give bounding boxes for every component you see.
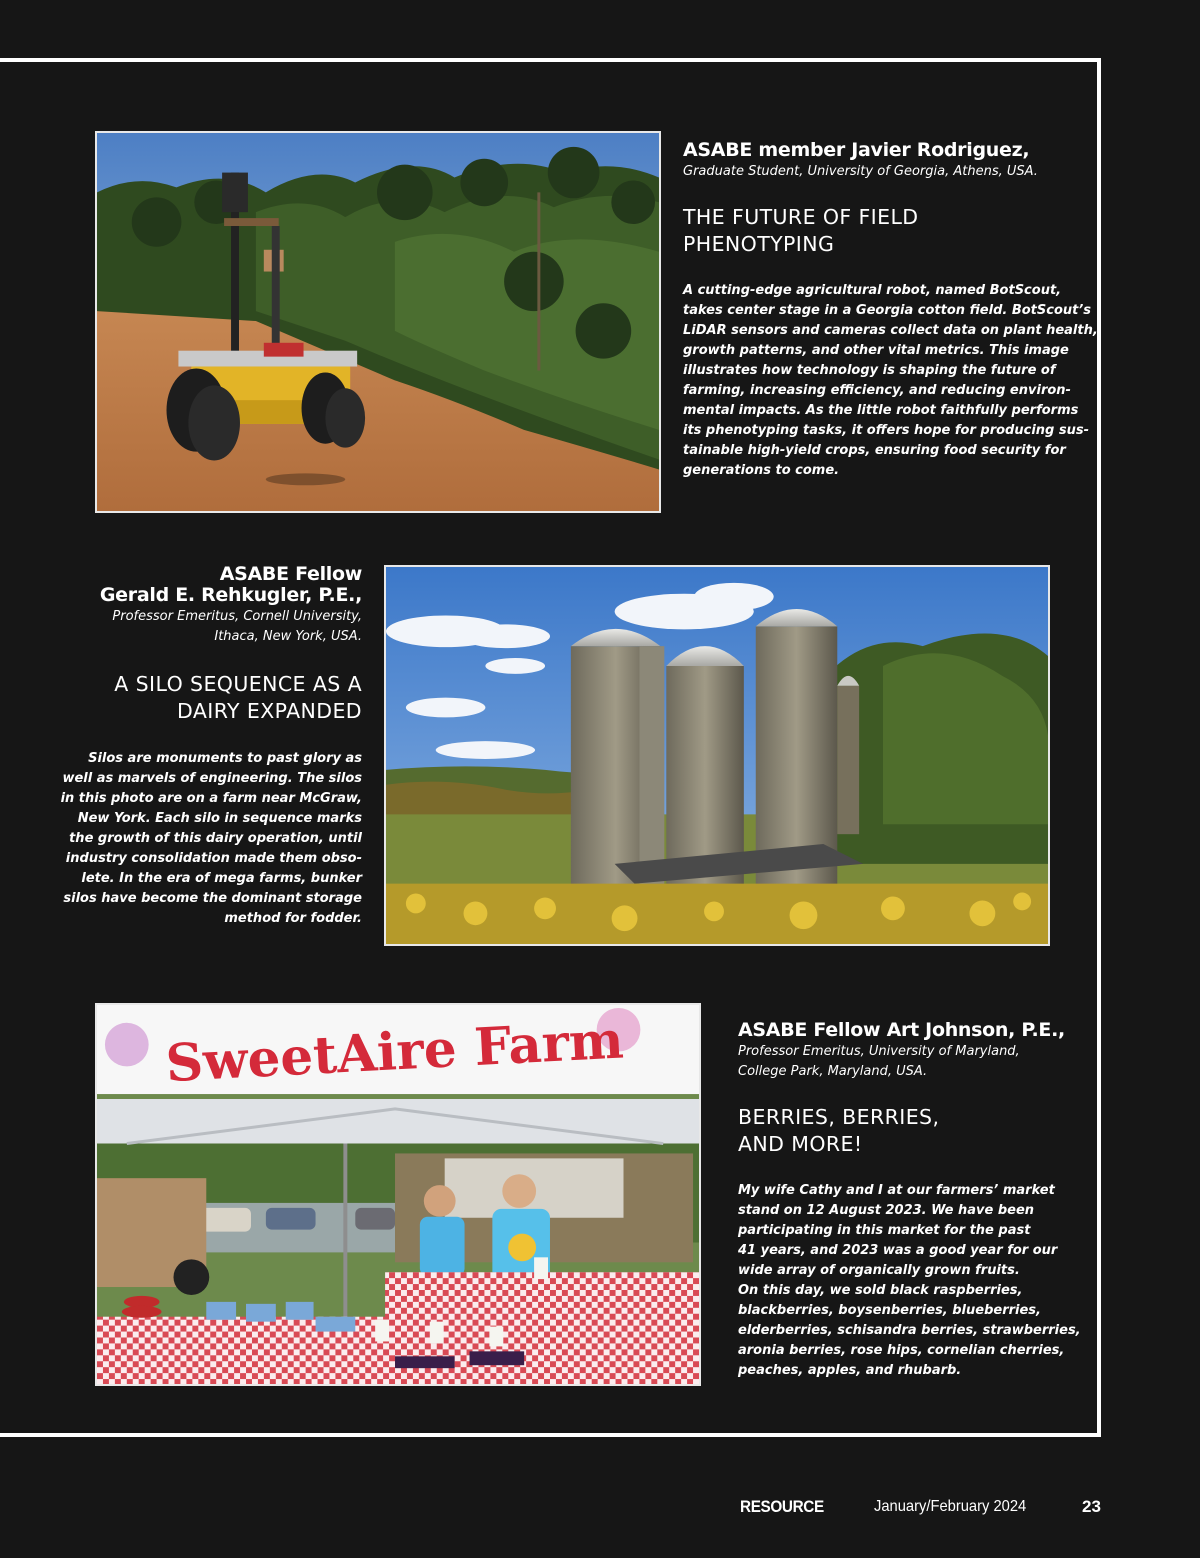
entry-rodriguez bbox=[683, 139, 1098, 481]
body-line: in this photo are on a farm near McGraw, bbox=[60, 791, 362, 806]
title-line: DAIRY EXPANDED bbox=[177, 699, 362, 723]
entry-title bbox=[40, 671, 362, 725]
author-name bbox=[738, 1020, 1098, 1041]
affiliation-line: Ithaca, New York, USA. bbox=[214, 629, 362, 644]
entry-johnson bbox=[738, 1020, 1098, 1381]
body-line: illustrates how technology is shaping the future of bbox=[683, 363, 1056, 378]
affiliation-line: Graduate Student, University of Georgia, Athens, USA. bbox=[683, 164, 1038, 179]
body-line: elderberries, schisandra berries, strawberries, bbox=[738, 1323, 1081, 1338]
body-line: wide array of organically grown fruits. bbox=[738, 1263, 1020, 1278]
author-name bbox=[683, 140, 1093, 161]
title-line: AND MORE! bbox=[738, 1132, 863, 1156]
author-name-line: Gerald E. Rehkugler, P.E., bbox=[99, 584, 362, 606]
body-line: its phenotyping tasks, it offers hope for producing sus- bbox=[683, 423, 1089, 438]
body-line: the growth of this dairy operation, until bbox=[69, 831, 362, 846]
entry-body bbox=[738, 1181, 1098, 1381]
body-line: stand on 12 August 2023. We have been bbox=[738, 1203, 1035, 1218]
robot-cotton-field-photo bbox=[95, 131, 661, 513]
body-line: aronia berries, rose hips, cornelian cherries, bbox=[738, 1343, 1065, 1358]
banner-text: SweetAire Farm bbox=[164, 1010, 626, 1095]
author-affiliation bbox=[738, 1042, 1098, 1082]
page-number: 23 bbox=[1082, 1497, 1101, 1516]
body-line: blackberries, boysenberries, blueberries, bbox=[738, 1303, 1041, 1318]
body-line: generations to come. bbox=[683, 463, 840, 478]
publication-name: RESOURCE bbox=[740, 1497, 824, 1516]
affiliation-line: College Park, Maryland, USA. bbox=[738, 1064, 928, 1079]
author-name-line: ASABE member Javier Rodriguez, bbox=[683, 139, 1030, 161]
author-name-line: ASABE Fellow bbox=[219, 563, 362, 585]
body-line: method for fodder. bbox=[224, 911, 362, 926]
body-line: Silos are monuments to past glory as bbox=[88, 751, 362, 766]
affiliation-line: Professor Emeritus, Cornell University, bbox=[112, 609, 362, 624]
body-line: growth patterns, and other vital metrics. This image bbox=[683, 343, 1069, 358]
body-line: participating in this market for the past bbox=[738, 1223, 1031, 1238]
body-line: farming, increasing efficiency, and reducing environ- bbox=[683, 383, 1071, 398]
author-name-line: ASABE Fellow Art Johnson, P.E., bbox=[738, 1019, 1065, 1041]
entry-title bbox=[738, 1104, 1098, 1158]
body-line: takes center stage in a Georgia cotton field. BotScout’s bbox=[683, 303, 1092, 318]
title-line: A SILO SEQUENCE AS A bbox=[114, 672, 362, 696]
body-line: 41 years, and 2023 was a good year for our bbox=[738, 1243, 1058, 1258]
issue-date: January/February 2024 bbox=[874, 1498, 1027, 1515]
entry-title bbox=[683, 204, 1093, 258]
silos-farm-photo bbox=[384, 565, 1050, 946]
body-line: A cutting-edge agricultural robot, named BotScout, bbox=[683, 283, 1062, 298]
body-line: mental impacts. As the little robot faithfully performs bbox=[683, 403, 1079, 418]
body-line: On this day, we sold black raspberries, bbox=[738, 1283, 1023, 1298]
body-line: silos have become the dominant storage bbox=[63, 891, 362, 906]
body-line: LiDAR sensors and cameras collect data on plant health, bbox=[683, 323, 1098, 338]
farmers-market-stand-photo bbox=[95, 1003, 701, 1386]
entry-rehkugler bbox=[40, 564, 362, 929]
body-line: tainable high-yield crops, ensuring food security for bbox=[683, 443, 1066, 458]
body-line: New York. Each silo in sequence marks bbox=[77, 811, 362, 826]
author-name bbox=[40, 564, 362, 606]
body-line: industry consolidation made them obso- bbox=[65, 851, 362, 866]
title-line: BERRIES, BERRIES, bbox=[738, 1105, 940, 1129]
body-line: lete. In the era of mega farms, bunker bbox=[81, 871, 362, 886]
author-affiliation bbox=[683, 162, 1093, 182]
author-affiliation bbox=[40, 607, 362, 647]
body-line: My wife Cathy and I at our farmers’ market bbox=[738, 1183, 1055, 1198]
title-line: THE FUTURE OF FIELD bbox=[683, 205, 919, 229]
entry-body bbox=[40, 749, 362, 929]
affiliation-line: Professor Emeritus, University of Maryland, bbox=[738, 1044, 1020, 1059]
title-line: PHENOTYPING bbox=[683, 232, 835, 256]
entry-body bbox=[683, 281, 1098, 481]
body-line: well as marvels of engineering. The silos bbox=[62, 771, 362, 786]
body-line: peaches, apples, and rhubarb. bbox=[738, 1363, 962, 1378]
